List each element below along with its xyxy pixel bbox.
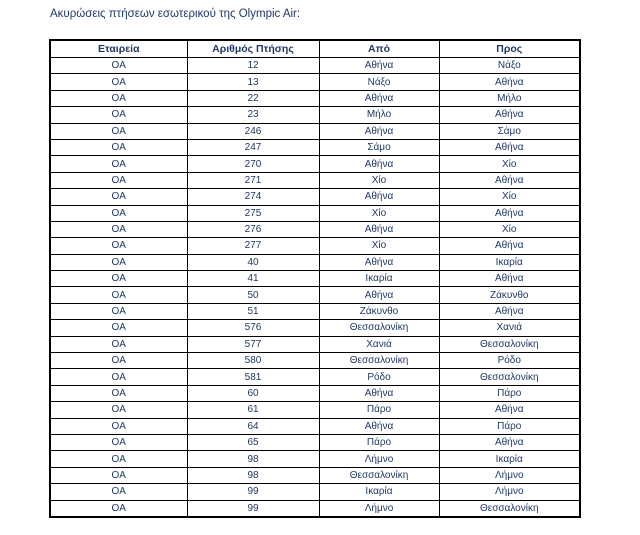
cell-to: Χίο bbox=[439, 221, 580, 237]
cell-from: Αθήνα bbox=[319, 123, 439, 139]
table-row bbox=[50, 205, 580, 221]
cell-from: Αθήνα bbox=[319, 287, 439, 303]
header-company: Εταιρεία bbox=[50, 40, 187, 58]
table-row bbox=[50, 303, 580, 319]
cell-to: Πάρο bbox=[439, 385, 580, 401]
table-row bbox=[50, 320, 580, 336]
table-row bbox=[50, 254, 580, 270]
cell-flight-number: 581 bbox=[187, 369, 319, 385]
header-from: Από bbox=[319, 40, 439, 58]
table-row bbox=[50, 418, 580, 434]
cell-to: Αθήνα bbox=[439, 402, 580, 418]
cell-to: Σάμο bbox=[439, 123, 580, 139]
header-flight-number: Αριθμός Πτήσης bbox=[187, 40, 319, 58]
cell-from: Θεσσαλονίκη bbox=[319, 353, 439, 369]
cell-flight-number: 580 bbox=[187, 353, 319, 369]
cell-to: Χίο bbox=[439, 189, 580, 205]
cell-flight-number: 51 bbox=[187, 303, 319, 319]
table-row bbox=[50, 369, 580, 385]
cell-to: Νάξο bbox=[439, 58, 580, 74]
table-row bbox=[50, 434, 580, 450]
cell-from: Πάρο bbox=[319, 434, 439, 450]
cell-from: Ρόδο bbox=[319, 369, 439, 385]
cell-from: Λήμνο bbox=[319, 451, 439, 467]
cell-from: Αθήνα bbox=[319, 58, 439, 74]
cell-flight-number: 277 bbox=[187, 238, 319, 254]
cell-from: Αθήνα bbox=[319, 385, 439, 401]
table-row bbox=[50, 484, 580, 500]
cell-company: OA bbox=[50, 385, 187, 401]
cell-flight-number: 99 bbox=[187, 484, 319, 500]
cell-to: Αθήνα bbox=[439, 205, 580, 221]
cell-company: OA bbox=[50, 238, 187, 254]
cell-flight-number: 276 bbox=[187, 221, 319, 237]
cell-company: OA bbox=[50, 58, 187, 74]
cell-flight-number: 577 bbox=[187, 336, 319, 352]
cell-to: Αθήνα bbox=[439, 238, 580, 254]
cell-to: Αθήνα bbox=[439, 271, 580, 287]
cell-company: OA bbox=[50, 156, 187, 172]
table-row bbox=[50, 500, 580, 517]
cell-flight-number: 98 bbox=[187, 467, 319, 483]
cell-flight-number: 98 bbox=[187, 451, 319, 467]
cell-to: Αθήνα bbox=[439, 172, 580, 188]
cell-company: OA bbox=[50, 500, 187, 517]
table-row bbox=[50, 123, 580, 139]
cell-company: OA bbox=[50, 402, 187, 418]
table-row bbox=[50, 336, 580, 352]
cell-from: Ικαρία bbox=[319, 484, 439, 500]
cell-from: Σάμο bbox=[319, 139, 439, 155]
table-row bbox=[50, 353, 580, 369]
cell-company: OA bbox=[50, 172, 187, 188]
cell-to: Θεσσαλονίκη bbox=[439, 500, 580, 517]
document-caption: Ακυρώσεις πτήσεων εσωτερικού της Olympic Air: bbox=[50, 8, 301, 20]
cell-flight-number: 246 bbox=[187, 123, 319, 139]
cell-from: Αθήνα bbox=[319, 418, 439, 434]
cell-from: Αθήνα bbox=[319, 90, 439, 106]
cell-flight-number: 61 bbox=[187, 402, 319, 418]
cell-flight-number: 41 bbox=[187, 271, 319, 287]
table-row bbox=[50, 58, 580, 74]
cell-to: Πάρο bbox=[439, 418, 580, 434]
cell-company: OA bbox=[50, 254, 187, 270]
table-row bbox=[50, 271, 580, 287]
cell-flight-number: 270 bbox=[187, 156, 319, 172]
cell-company: OA bbox=[50, 320, 187, 336]
table-body bbox=[50, 58, 580, 517]
cell-from: Χανιά bbox=[319, 336, 439, 352]
cell-flight-number: 13 bbox=[187, 74, 319, 90]
cell-company: OA bbox=[50, 189, 187, 205]
cell-to: Αθήνα bbox=[439, 139, 580, 155]
table-row bbox=[50, 107, 580, 123]
cell-company: OA bbox=[50, 90, 187, 106]
cell-company: OA bbox=[50, 139, 187, 155]
cell-from: Νάξο bbox=[319, 74, 439, 90]
cancelled-flights-table bbox=[49, 39, 581, 518]
table-row bbox=[50, 451, 580, 467]
cell-company: OA bbox=[50, 336, 187, 352]
cell-to: Μήλο bbox=[439, 90, 580, 106]
cell-to: Αθήνα bbox=[439, 107, 580, 123]
cell-from: Μήλο bbox=[319, 107, 439, 123]
cell-from: Χίο bbox=[319, 172, 439, 188]
cell-flight-number: 576 bbox=[187, 320, 319, 336]
cell-from: Λήμνο bbox=[319, 500, 439, 517]
cell-flight-number: 274 bbox=[187, 189, 319, 205]
cell-to: Ικαρία bbox=[439, 254, 580, 270]
cell-company: OA bbox=[50, 205, 187, 221]
cell-to: Ρόδο bbox=[439, 353, 580, 369]
cell-company: OA bbox=[50, 221, 187, 237]
table-row bbox=[50, 172, 580, 188]
table-row bbox=[50, 238, 580, 254]
table-row bbox=[50, 189, 580, 205]
cell-company: OA bbox=[50, 353, 187, 369]
table-row bbox=[50, 402, 580, 418]
table-row bbox=[50, 139, 580, 155]
cell-flight-number: 99 bbox=[187, 500, 319, 517]
cell-from: Πάρο bbox=[319, 402, 439, 418]
cell-flight-number: 23 bbox=[187, 107, 319, 123]
cell-from: Αθήνα bbox=[319, 254, 439, 270]
cell-flight-number: 60 bbox=[187, 385, 319, 401]
cell-from: Θεσσαλονίκη bbox=[319, 320, 439, 336]
cell-company: OA bbox=[50, 74, 187, 90]
cell-flight-number: 50 bbox=[187, 287, 319, 303]
cell-to: Αθήνα bbox=[439, 303, 580, 319]
cell-flight-number: 271 bbox=[187, 172, 319, 188]
cell-to: Αθήνα bbox=[439, 74, 580, 90]
cell-to: Χίο bbox=[439, 156, 580, 172]
cell-from: Χίο bbox=[319, 238, 439, 254]
table-header-row bbox=[50, 40, 580, 58]
cell-to: Λήμνο bbox=[439, 484, 580, 500]
cell-from: Θεσσαλονίκη bbox=[319, 467, 439, 483]
cell-from: Αθήνα bbox=[319, 221, 439, 237]
cell-flight-number: 22 bbox=[187, 90, 319, 106]
table-row bbox=[50, 287, 580, 303]
cell-company: OA bbox=[50, 123, 187, 139]
cell-company: OA bbox=[50, 107, 187, 123]
table-row bbox=[50, 221, 580, 237]
cell-flight-number: 12 bbox=[187, 58, 319, 74]
table-row bbox=[50, 90, 580, 106]
cell-flight-number: 275 bbox=[187, 205, 319, 221]
cell-company: OA bbox=[50, 434, 187, 450]
cell-to: Ζάκυνθο bbox=[439, 287, 580, 303]
cell-to: Θεσσαλονίκη bbox=[439, 336, 580, 352]
cell-from: Ικαρία bbox=[319, 271, 439, 287]
cell-to: Λήμνο bbox=[439, 467, 580, 483]
cell-flight-number: 247 bbox=[187, 139, 319, 155]
header-to: Προς bbox=[439, 40, 580, 58]
cell-company: OA bbox=[50, 418, 187, 434]
cell-to: Χανιά bbox=[439, 320, 580, 336]
cell-company: OA bbox=[50, 287, 187, 303]
cell-flight-number: 40 bbox=[187, 254, 319, 270]
table-row bbox=[50, 385, 580, 401]
cell-company: OA bbox=[50, 303, 187, 319]
cell-from: Ζάκυνθο bbox=[319, 303, 439, 319]
cell-company: OA bbox=[50, 484, 187, 500]
table-row bbox=[50, 467, 580, 483]
cell-company: OA bbox=[50, 271, 187, 287]
cell-flight-number: 64 bbox=[187, 418, 319, 434]
cell-to: Θεσσαλονίκη bbox=[439, 369, 580, 385]
cell-from: Αθήνα bbox=[319, 189, 439, 205]
cell-company: OA bbox=[50, 467, 187, 483]
cell-from: Αθήνα bbox=[319, 156, 439, 172]
cell-company: OA bbox=[50, 369, 187, 385]
cell-company: OA bbox=[50, 451, 187, 467]
table-row bbox=[50, 156, 580, 172]
cell-to: Ικαρία bbox=[439, 451, 580, 467]
cell-flight-number: 65 bbox=[187, 434, 319, 450]
cell-to: Αθήνα bbox=[439, 434, 580, 450]
table-row bbox=[50, 74, 580, 90]
cell-from: Χίο bbox=[319, 205, 439, 221]
